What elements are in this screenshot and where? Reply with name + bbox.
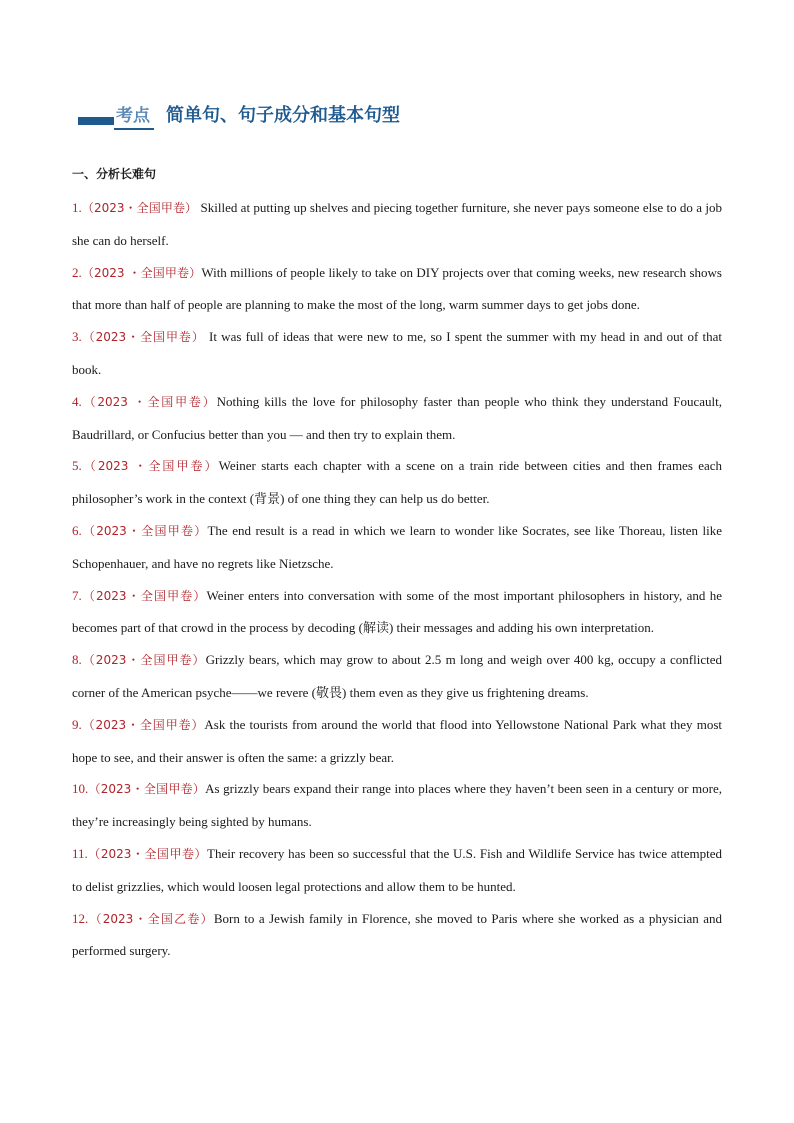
page-title: 简单句、句子成分和基本句型 [166, 105, 400, 126]
list-item [72, 515, 722, 580]
item-text: As grizzly bears expand their range into places where they haven’t been seen in a century or more, they’re increasingly being sighted by humans. [72, 781, 722, 830]
item-source: （2023 ・全国甲卷） [81, 394, 217, 409]
list-item [72, 838, 722, 903]
header-accent-bar [78, 117, 114, 125]
item-number: 6. [72, 522, 82, 538]
list-item [72, 386, 722, 451]
item-text: With millions of people likely to take on DIY projects over that coming weeks, new research shows that more than half of people are planning to make the most of the long, warm summer days to get jobs done. [72, 264, 722, 313]
list-item [72, 257, 722, 322]
item-source: （2023 ・全国甲卷） [81, 459, 219, 474]
header-tag: 考点 [114, 105, 154, 130]
list-item [72, 773, 722, 838]
item-source: （2023・全国甲卷） [81, 653, 206, 668]
page-header [78, 100, 400, 130]
item-number: 3. [72, 329, 82, 345]
section-heading: 一、分析长难句 [72, 167, 157, 181]
item-text: Weiner starts each chapter with a scene on a train ride between cities and then frames each philosopher’s work in the context (背景) of one thing they can help us do better. [72, 458, 723, 507]
item-number: 7. [72, 587, 82, 603]
item-source: （2023・全国甲卷） [81, 201, 198, 215]
item-text: Born to a Jewish family in Florence, she moved to Paris where she worked as a physician and performed surgery. [72, 910, 722, 959]
item-number: 12. [72, 910, 89, 926]
list-item [72, 321, 722, 386]
item-source: （2023・全国甲卷） [81, 523, 208, 538]
list-item [72, 644, 722, 709]
list-item [72, 580, 722, 645]
item-number: 4. [72, 393, 82, 409]
list-item [72, 903, 722, 968]
item-source: （2023・全国甲卷） [81, 588, 207, 603]
item-number: 2. [72, 264, 82, 280]
item-source: （2023・全国甲卷） [81, 717, 205, 732]
item-source: （2023・全国甲卷） [88, 782, 206, 797]
item-source: （2023・全国乙卷） [88, 911, 214, 926]
item-source: （2023 ・全国甲卷） [81, 265, 202, 280]
item-text: The end result is a read in which we learn to wonder like Socrates, see like Thoreau, listen like Schopenhauer, and have no regrets like Nietzsche. [72, 522, 723, 571]
item-number: 5. [72, 458, 82, 474]
item-text: Weiner enters into conversation with some of the most important philosophers in history, and he becomes part of that crowd in the process by decoding (解读) their messages and adding his own interpretation. [72, 587, 722, 636]
item-number: 10. [72, 781, 89, 797]
item-source: （2023・全国甲卷） [87, 846, 208, 861]
item-text: It was full of ideas that were new to me, so I spent the summer with my head in and out of that book. [72, 329, 723, 377]
item-text: Grizzly bears, which may grow to about 2.5 m long and weigh over 400 kg, occupy a conflicted corner of the American psyche——we revere (敬畏) them even as they give us frightening dreams. [72, 652, 722, 700]
item-number: 8. [72, 652, 82, 668]
list-item [72, 450, 722, 515]
sentence-list [72, 192, 722, 967]
item-source: （2023・全国甲卷） [81, 330, 205, 345]
item-number: 1. [72, 200, 82, 215]
list-item [72, 709, 722, 774]
item-text: Skilled at putting up shelves and piecing together furniture, she never pays someone else to do a job she can do herself. [72, 200, 722, 248]
item-number: 11. [72, 845, 88, 861]
item-text: Ask the tourists from around the world that flood into Yellowstone National Park what they most hope to see, and their answer is often the same: a grizzly bear. [72, 716, 722, 765]
item-text: Their recovery has been so successful that the U.S. Fish and Wildlife Service has twice attempted to delist grizzlies, which would loosen legal protections and allow them to be hunted. [72, 845, 722, 894]
list-item [72, 192, 722, 257]
item-text: Nothing kills the love for philosophy faster than people who think they understand Foucault, Baudrillard, or Confucius better than you — and then try to explain them. [72, 393, 722, 442]
item-number: 9. [72, 716, 82, 732]
